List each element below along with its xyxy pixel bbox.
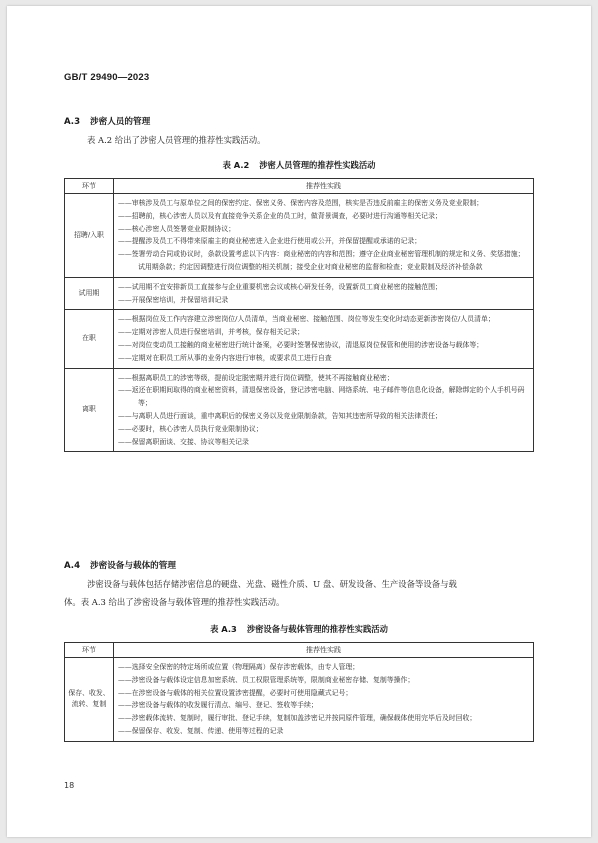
section-title: 涉密人员的管理 [90, 117, 151, 127]
practice-cell [114, 310, 534, 368]
phase-cell: 在职 [65, 310, 114, 368]
table-a3-caption [7, 623, 591, 635]
practice-item: ——根据离职员工的涉密等级，提前设定脱密期并进行岗位调整，使其不再接触商业秘密； [118, 373, 394, 382]
practice-item: ——涉密设备与载体设定信息加密系统、员工权限管理系统等，限制商业秘密存储、复制等操作； [118, 675, 415, 684]
table-row [65, 310, 534, 368]
header-phase: 环节 [65, 643, 114, 658]
practice-item: ——根据岗位及工作内容建立涉密岗位/人员清单，当商业秘密、接触范围、岗位等发生变化时动态更新涉密岗位/人员清单； [118, 315, 495, 324]
table-a2 [64, 178, 534, 452]
page-number: 18 [64, 781, 75, 790]
practice-item: ——保留保存、收发、复制、传递、使用等过程的记录 [118, 726, 284, 735]
practice-item: ——与离职人员进行面谈，重申离职后的保密义务以及竞业限制条款，告知其违密所导致的相关法律责任； [118, 411, 442, 420]
practice-item: ——涉密设备与载体的收发履行清点、编号、登记、签收等手续； [118, 701, 318, 710]
header-practice: 推荐性实践 [114, 643, 534, 658]
section-a4-intro-line1: 涉密设备与载体包括存储涉密信息的硬盘、光盘、磁性介质、U 盘、研发设备、生产设备等设备与载 [87, 579, 457, 589]
section-a3-heading [64, 115, 150, 127]
practice-item: ——审核涉及员工与原单位之间的保密约定、保密义务、保密内容及范围，核实是否违反前雇主的保密义务及竞业限制； [118, 199, 484, 207]
table-row [65, 194, 534, 278]
phase-cell: 试用期 [65, 277, 114, 310]
practice-item: ——定期对涉密人员进行保密培训，并考核，保存相关记录； [118, 328, 305, 337]
table-header-row [65, 643, 534, 658]
caption-title: 涉密人员管理的推荐性实践活动 [259, 160, 376, 170]
phase-cell: 保存、收发、流转、复制 [65, 658, 114, 742]
standard-code-header: GB/T 29490—2023 [64, 72, 150, 83]
section-number: A.4 [64, 561, 81, 571]
practice-cell [114, 194, 534, 278]
practice-cell [114, 277, 534, 310]
table-header-row [65, 179, 534, 194]
header-phase: 环节 [65, 179, 114, 194]
header-practice: 推荐性实践 [114, 179, 534, 194]
caption-title: 涉密设备与载体管理的推荐性实践活动 [246, 624, 388, 634]
phase-cell: 招聘/入职 [65, 194, 114, 278]
practice-item: ——开展保密培训，并保留培训记录 [118, 295, 229, 304]
table-row [65, 658, 534, 742]
caption-number: 表 A.2 [222, 160, 250, 170]
practice-item: ——提醒涉及员工不得带来原雇主的商业秘密进入企业进行使用或公开，并保留提醒或承诺的记录； [118, 237, 422, 246]
practice-item: ——必要时，核心涉密人员执行竞业限制协议； [118, 424, 263, 433]
practice-item: ——招聘前，核心涉密人员以及有直接竞争关系企业的员工时，做背景调查，必要时进行沟通等相关记录； [118, 211, 442, 220]
practice-item: ——签署劳动合同或协议时，条款设置考虑以下内容：商业秘密的内容和范围；遵守企业商业秘密管理机制的规定和义务、奖惩措施；试用期条款；约定因调整进行岗位调整的相关机制；接受企业对商业秘密的监督和检查；竞业限制及经济补偿条款 [118, 250, 525, 271]
practice-cell [114, 368, 534, 452]
practice-item: ——涉密载体流转、复制时，履行审批、登记手续，复制加盖涉密记并按同原件管理，确保载体使用完毕后及时回收； [118, 714, 477, 723]
caption-number: 表 A.3 [210, 624, 237, 634]
practice-item: ——保留离职面谈、交接、协议等相关记录 [118, 437, 249, 446]
section-title: 涉密设备与载体的管理 [90, 561, 176, 571]
section-number: A.3 [64, 117, 81, 127]
practice-item: ——试用期不宜安排新员工直接参与企业重要机密会议或核心研发任务，设置新员工商业秘密的接触范围； [118, 282, 442, 291]
practice-item: ——在涉密设备与载体的相关位置设置涉密提醒，必要时可使用隐藏式记号； [118, 688, 353, 697]
practice-item: ——定期对在职员工所从事的业务内容进行审核，或要求员工进行自查 [118, 353, 332, 362]
practice-item: ——返还在职期间取得的商业秘密资料，清退保密设备，登记涉密电脑、网络系统、电子邮件等信息化设备，解除绑定的个人手机号码等； [118, 386, 525, 408]
table-row [65, 277, 534, 310]
section-a4-intro-line2: 体。表 A.3 给出了涉密设备与载体管理的推荐性实践活动。 [64, 597, 285, 607]
document-page [7, 6, 591, 837]
table-row [65, 368, 534, 452]
phase-cell: 离职 [65, 368, 114, 452]
table-a3 [64, 642, 534, 742]
section-a3-intro: 表 A.2 给出了涉密人员管理的推荐性实践活动。 [87, 135, 266, 145]
practice-item: ——核心涉密人员签署竞业限制协议； [118, 224, 236, 233]
practice-item: ——选择安全保密的特定场所或位置（物理隔离）保存涉密载体，由专人管理； [118, 663, 360, 671]
section-a4-heading [64, 559, 176, 571]
practice-cell [114, 658, 534, 742]
practice-item: ——对岗位变动员工接触的商业秘密进行统计备案，必要时签署保密协议，清退原岗位保管和使用的涉密设备与载体等； [118, 340, 484, 349]
table-a2-caption [7, 159, 591, 171]
